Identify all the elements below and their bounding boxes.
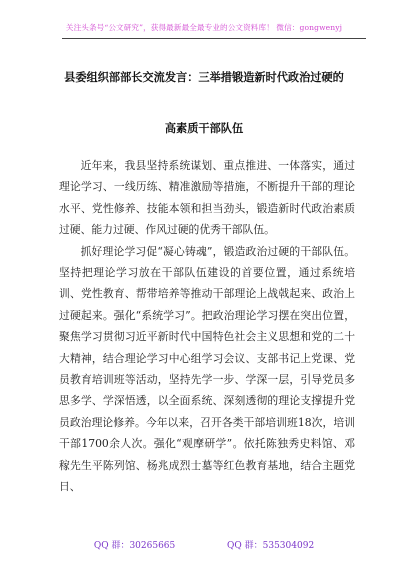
header-note: 关注头条号“公文研究”，获得最新最全最专业的公文资料库！ 微信：gongwenyj xyxy=(65,23,343,32)
footer-qq-group-2: QQ 群：535304092 xyxy=(227,541,315,551)
footer xyxy=(0,538,408,551)
header-divider xyxy=(62,38,366,39)
paragraph-1: 近年来，我县坚持系统谋划、重点推进、一体落实，通过理论学习、一线历练、精准激励等措施，不断提升干部的理论水平、党性修养、技能本领和担当劲头，锻造新时代政治素质过硬、能力过硬、作风过硬的优秀干部队伍。 xyxy=(59,159,355,237)
document-body xyxy=(59,155,355,498)
paragraph-2: 抓好理论学习促“凝心铸魂”，锻造政治过硬的干部队伍。坚持把理论学习放在干部队伍建设的首要位置，通过系统培训、党性教育、帮带培养等推动干部理论上战戟起来、政治上过硬起来。强化“系统学习”。把政治理论学习摆在突出位置，聚焦学习贯彻习近平新时代中国特色社会主义思想和党的二十大精神，结合理论学习中心组学习会议、支部书记上党课、党员教育培训班等活动，坚持先学一步、学深一层，引导党员多思多学、学深悟透，以全面系统、深刻透彻的理论支撑提升党员政治理论修养。今年以来，召开各类干部培训班18次，培训干部1700余人次。强化“观摩研学”。依托陈独秀史料馆、邓稼先生平陈列馆、杨兆成烈士墓等红色教育基地，结合主题党日、 xyxy=(59,244,355,494)
document-title-line-1: 县委组织部部长交流发言：三举措锻造新时代政治过硬的 xyxy=(64,70,344,84)
footer-qq-group-1: QQ 群：30265665 xyxy=(93,541,176,551)
document-title-line-2: 高素质干部队伍 xyxy=(164,121,244,135)
